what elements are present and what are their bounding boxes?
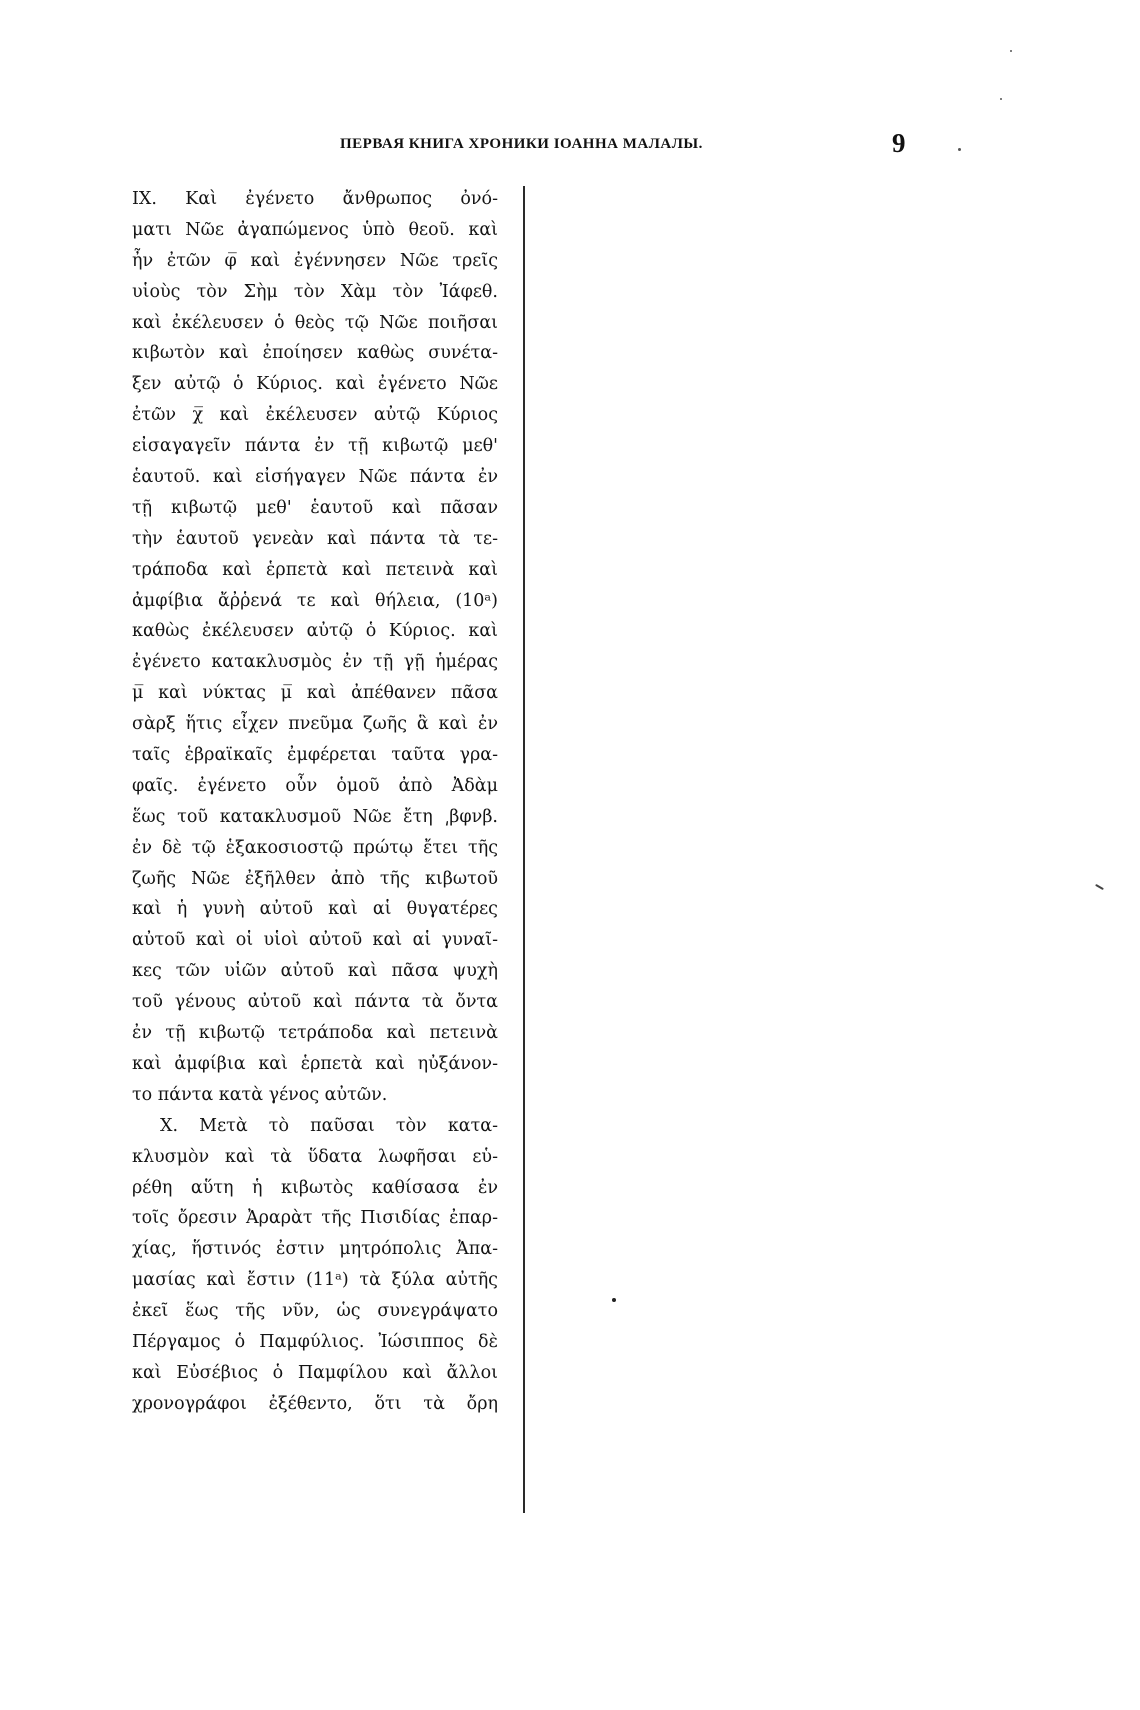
text-line: μ̅ καὶ νύκτας μ̅ καὶ ἀπέθανεν πᾶσα (132, 683, 498, 704)
text-line: ταῖς ἑβραϊκαῖς ἐμφέρεται ταῦτα γρα- (132, 745, 498, 766)
ink-speck (958, 148, 961, 151)
text-line: ἐν τῇ κιβωτῷ τετράποδα καὶ πετεινὰ (132, 1023, 498, 1044)
text-line: ἕως τοῦ κατακλυσμοῦ Νῶε ἔτη ͵βφνβ. (132, 806, 498, 827)
text-line: ἑαυτοῦ. καὶ εἰσήγαγεν Νῶε πάντα ἐν (132, 467, 498, 488)
text-line: ἐγένετο κατακλυσμὸς ἐν τῇ γῇ ἡμέρας (132, 652, 498, 673)
text-line: εἰσαγαγεῖν πάντα ἐν τῇ κιβωτῷ μεθ' (132, 436, 498, 457)
text-line: τῇ κιβωτῷ μεθ' ἑαυτοῦ καὶ πᾶσαν (132, 497, 498, 518)
text-line: σὰρξ ἥτις εἶχεν πνεῦμα ζωῆς ἃ καὶ ἐν (132, 714, 498, 735)
ink-speck (1010, 50, 1012, 52)
text-line: ματι Νῶε ἀγαπώμενος ὑπὸ θεοῦ. καὶ (132, 219, 498, 240)
text-line: X. Μετὰ τὸ παῦσαι τὸν κατα- (160, 1115, 498, 1136)
text-line: Πέργαμος ὁ Παμφύλιος. Ἰώσιππος δὲ (132, 1331, 498, 1352)
text-line: υἱοὺς τὸν Σὴμ τὸν Χὰμ τὸν Ἰάφεθ. (132, 281, 498, 302)
text-line: καὶ ἐκέλευσεν ὁ θεὸς τῷ Νῶε ποιῆσαι (132, 312, 498, 333)
running-title: ПЕРВАЯ КНИГА ХРОНИКИ ІОАННА МАЛАЛЫ. (340, 136, 703, 152)
text-line: καὶ Εὐσέβιος ὁ Παμφίλου καὶ ἄλλοι (132, 1362, 498, 1383)
text-line: κλυσμὸν καὶ τὰ ὕδατα λωφῆσαι εὑ- (132, 1146, 498, 1167)
text-line: ξεν αὐτῷ ὁ Κύριος. καὶ ἐγένετο Νῶε (132, 374, 498, 395)
text-line: τὴν ἑαυτοῦ γενεὰν καὶ πάντα τὰ τε- (132, 528, 498, 549)
ink-speck (612, 1298, 616, 1302)
text-line: τοῦ γένους αὐτοῦ καὶ πάντα τὰ ὄντα (132, 992, 498, 1013)
text-line: ἐν δὲ τῷ ἑξακοσιοστῷ πρώτῳ ἔτει τῆς (132, 837, 498, 858)
text-line: καθὼς ἐκέλευσεν αὐτῷ ὁ Κύριος. καὶ (132, 621, 498, 642)
ink-speck (1095, 884, 1104, 890)
text-line: τοῖς ὄρεσιν Ἀραρὰτ τῆς Πισιδίας ἐπαρ- (132, 1208, 498, 1229)
text-line: φαῖς. ἐγένετο οὖν ὁμοῦ ἀπὸ Ἀδὰμ (132, 775, 498, 796)
text-line: ζωῆς Νῶε ἐξῆλθεν ἀπὸ τῆς κιβωτοῦ (132, 868, 498, 889)
text-line: ἦν ἐτῶν φ̅ καὶ ἐγέννησεν Νῶε τρεῖς (132, 250, 498, 271)
text-column (132, 184, 498, 1420)
text-line: IX. Καὶ ἐγένετο ἄνθρωπος ὀνό- (132, 189, 498, 209)
text-line: ἀμφίβια ἄῤῥενά τε καὶ θήλεια, (10ᵃ) (132, 590, 498, 611)
column-divider (523, 186, 525, 1513)
text-line: ἐτῶν χ̅ καὶ ἐκέλευσεν αὐτῷ Κύριος (132, 405, 498, 426)
text-line: μασίας καὶ ἔστιν (11ᵃ) τὰ ξύλα αὐτῆς (132, 1270, 498, 1291)
text-line: χίας, ἥστινός ἐστιν μητρόπολις Ἀπα- (132, 1239, 498, 1260)
ink-speck (1000, 98, 1002, 100)
text-line: καὶ ἡ γυνὴ αὐτοῦ καὶ αἱ θυγατέρες (132, 899, 498, 920)
text-line: ἐκεῖ ἕως τῆς νῦν, ὡς συνεγράψατο (132, 1301, 498, 1322)
text-line: αὐτοῦ καὶ οἱ υἱοὶ αὐτοῦ καὶ αἱ γυναῖ- (132, 930, 498, 951)
text-line: ρέθη αὕτη ἡ κιβωτὸς καθίσασα ἐν (132, 1177, 498, 1198)
text-line: καὶ ἀμφίβια καὶ ἑρπετὰ καὶ ηὐξάνον- (132, 1053, 498, 1074)
text-line: το πάντα κατὰ γένος αὐτῶν. (132, 1084, 388, 1105)
text-line: τράποδα καὶ ἑρπετὰ καὶ πετεινὰ καὶ (132, 559, 498, 580)
page-number: 9 (892, 128, 906, 158)
text-line: κες τῶν υἱῶν αὐτοῦ καὶ πᾶσα ψυχὴ (132, 961, 498, 982)
text-line: κιβωτὸν καὶ ἐποίησεν καθὼς συνέτα- (132, 343, 498, 364)
text-line: χρονογράφοι ἐξέθεντο, ὅτι τὰ ὄρη (132, 1393, 498, 1414)
